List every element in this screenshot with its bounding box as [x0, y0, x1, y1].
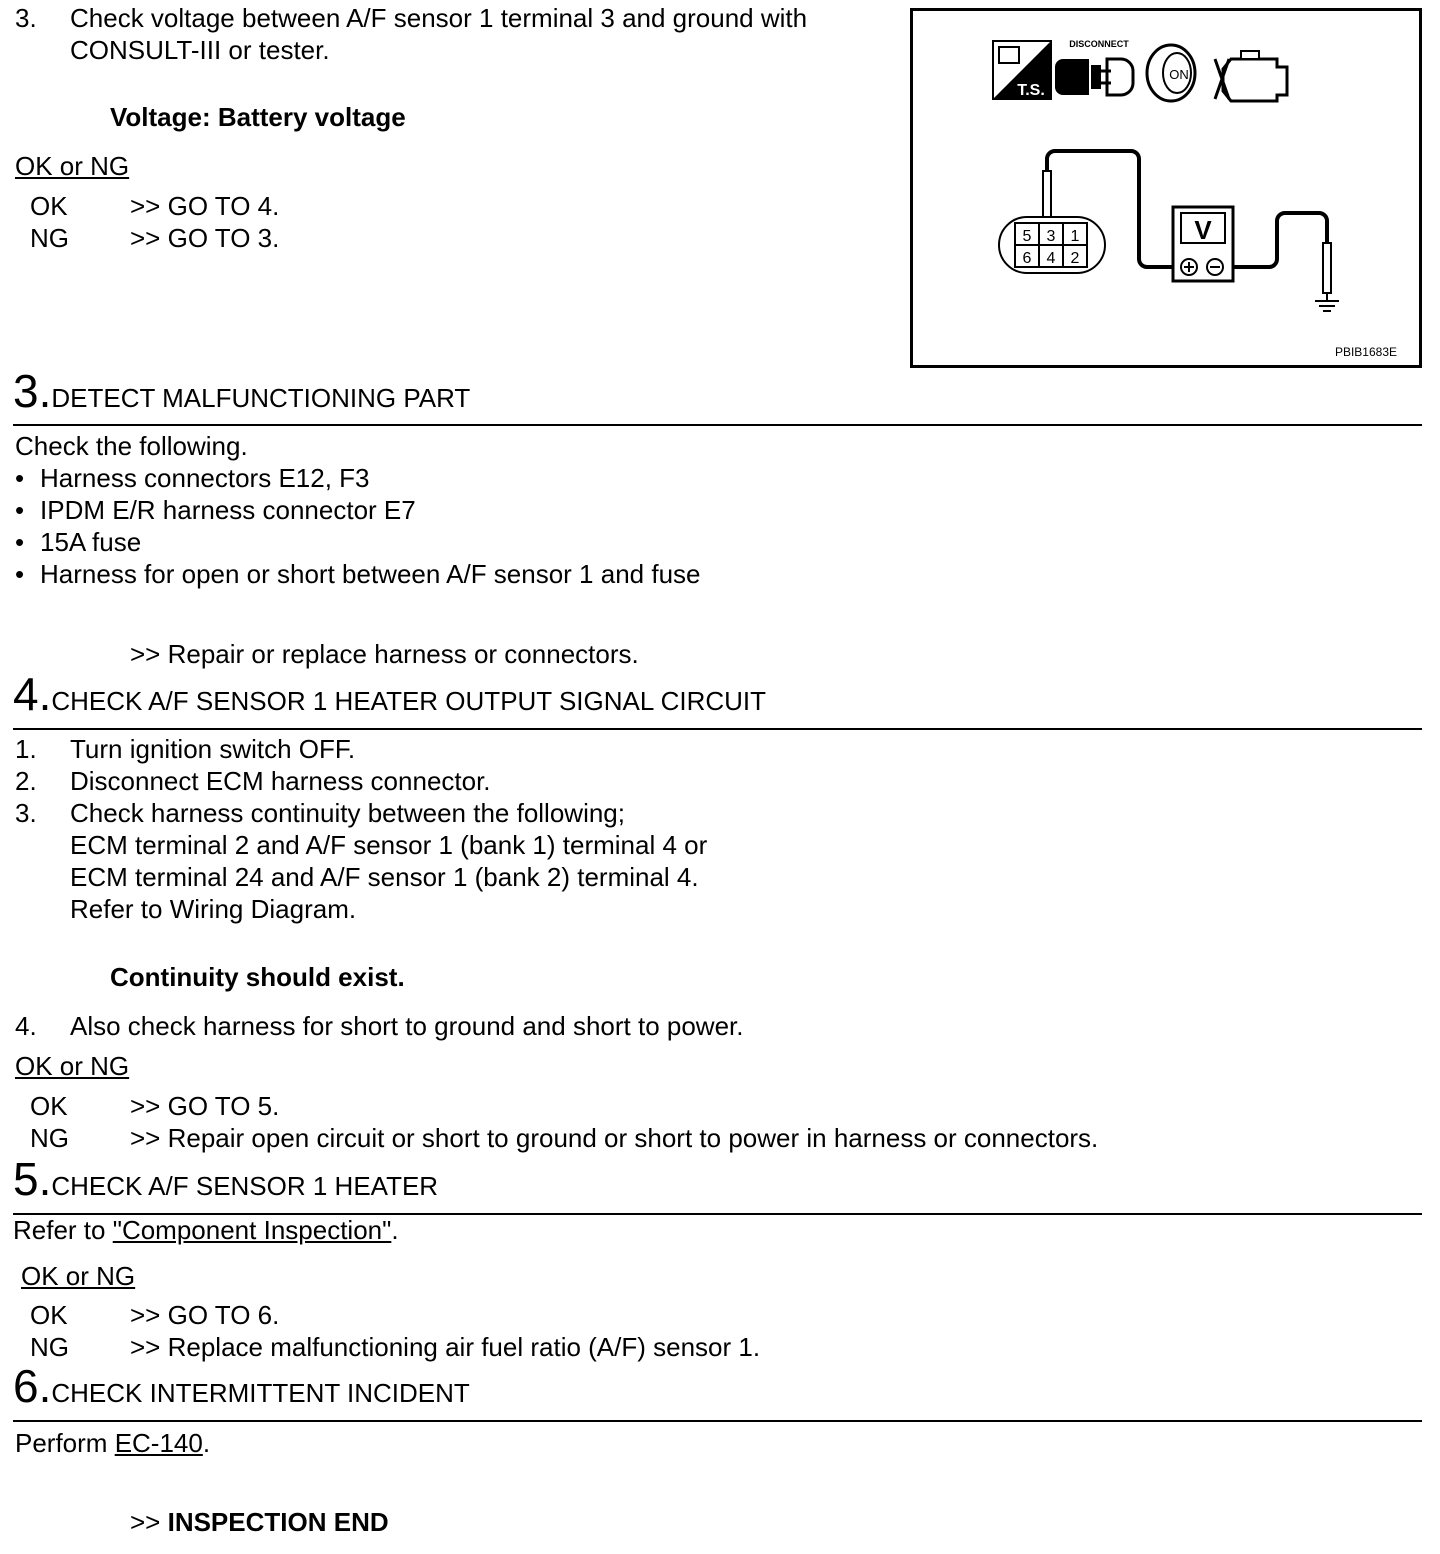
terminal-label: 4 — [1046, 250, 1056, 267]
ng-result: >> Repair open circuit or short to ground or short to power in harness or connectors. — [130, 1123, 1099, 1153]
instruction-text: Refer to Wiring Diagram. — [70, 894, 357, 924]
ng-label: NG — [30, 223, 69, 253]
ec-140-link[interactable]: EC-140 — [114, 1428, 203, 1458]
list-item: Harness connectors E12, F3 — [40, 463, 370, 493]
instruction-text: Check harness continuity between the following; — [70, 798, 625, 828]
ok-label: OK — [30, 1091, 68, 1121]
perform-suffix: . — [202, 1428, 211, 1458]
end-prefix: >> — [130, 1507, 168, 1537]
end-line — [130, 1506, 389, 1538]
ok-ng-heading: OK or NG — [15, 151, 130, 181]
terminal-label: 5 — [1022, 228, 1032, 245]
voltmeter-label: V — [1194, 215, 1212, 245]
ts-icon-label: T.S. — [1017, 82, 1045, 99]
instruction-text: CONSULT-III or tester. — [70, 35, 330, 65]
voltmeter — [1173, 207, 1233, 281]
step-title: CHECK A/F SENSOR 1 HEATER OUTPUT SIGNAL CIRCUIT — [51, 686, 767, 716]
bullet: • — [15, 495, 25, 525]
component-inspection-link[interactable]: "Component Inspection" — [112, 1215, 392, 1245]
item-number: 4. — [15, 1011, 37, 1041]
list-item: IPDM E/R harness connector E7 — [40, 495, 416, 525]
divider — [13, 424, 1422, 426]
instruction-text: ECM terminal 24 and A/F sensor 1 (bank 2) terminal 4. — [70, 862, 699, 892]
refer-prefix: Refer to — [13, 1215, 113, 1245]
wiring-illustration — [913, 11, 1419, 365]
inspection-end-text: INSPECTION END — [167, 1507, 389, 1537]
bullet: • — [15, 559, 25, 589]
perform-prefix: Perform — [15, 1428, 115, 1458]
spec-text: Voltage: Battery voltage — [110, 102, 406, 132]
divider — [13, 728, 1422, 730]
instruction-text: Disconnect ECM harness connector. — [70, 766, 491, 796]
item-number: 1. — [15, 734, 37, 764]
refer-suffix: . — [391, 1215, 399, 1245]
instruction-text: Check voltage between A/F sensor 1 terminal 3 and ground with — [70, 3, 808, 33]
result-text: >> Repair or replace harness or connectors. — [130, 639, 639, 669]
step-number: 6. — [13, 1360, 52, 1412]
terminal-label: 1 — [1070, 228, 1080, 245]
perform-line — [15, 1427, 210, 1459]
voltage-check-figure — [910, 8, 1422, 368]
ok-result: >> GO TO 4. — [130, 191, 280, 221]
ignition-on-icon — [1147, 45, 1195, 101]
instruction-text: ECM terminal 2 and A/F sensor 1 (bank 1) terminal 4 or — [70, 830, 708, 860]
step-number: 4. — [13, 668, 52, 720]
terminal-label: 6 — [1022, 250, 1032, 267]
item-number: 2. — [15, 766, 37, 796]
step-3-heading — [13, 365, 471, 417]
list-item: Harness for open or short between A/F sensor 1 and fuse — [40, 559, 701, 589]
item-number: 3. — [15, 3, 37, 33]
disconnect-connector-icon — [1055, 39, 1133, 95]
step-5-heading — [13, 1153, 439, 1205]
on-label: ON — [1169, 67, 1189, 82]
refer-line — [13, 1214, 399, 1246]
ng-label: NG — [30, 1123, 69, 1153]
step-number: 5. — [13, 1153, 52, 1205]
intro-text: Check the following. — [15, 431, 248, 461]
step-6-heading — [13, 1360, 470, 1412]
spec-text: Continuity should exist. — [110, 962, 405, 992]
ok-result: >> GO TO 5. — [130, 1091, 280, 1121]
divider — [13, 1420, 1422, 1422]
step-title: CHECK A/F SENSOR 1 HEATER — [51, 1171, 439, 1201]
step-4-heading — [13, 668, 767, 720]
step-title: CHECK INTERMITTENT INCIDENT — [51, 1378, 470, 1408]
ok-result: >> GO TO 6. — [130, 1300, 280, 1330]
terminal-label: 2 — [1070, 250, 1080, 267]
af-sensor-connector — [999, 217, 1105, 273]
instruction-text: Turn ignition switch OFF. — [70, 734, 356, 764]
disconnect-label: DISCONNECT — [1069, 39, 1129, 49]
instruction-text: Also check harness for short to ground and short to power. — [70, 1011, 744, 1041]
ng-result: >> GO TO 3. — [130, 223, 280, 253]
figure-code: PBIB1683E — [1334, 345, 1397, 359]
ok-ng-heading: OK or NG — [15, 1051, 130, 1081]
terminal-label: 3 — [1046, 228, 1056, 245]
engine-off-icon — [1215, 51, 1287, 101]
ng-result: >> Replace malfunctioning air fuel ratio (A/F) sensor 1. — [130, 1332, 761, 1362]
ok-label: OK — [30, 191, 68, 221]
item-number: 3. — [15, 798, 37, 828]
step-title: DETECT MALFUNCTIONING PART — [51, 383, 471, 413]
ts-icon — [993, 41, 1051, 99]
ok-ng-heading: OK or NG — [21, 1261, 136, 1291]
list-item: 15A fuse — [40, 527, 142, 557]
bullet: • — [15, 463, 25, 493]
ng-label: NG — [30, 1332, 69, 1362]
bullet: • — [15, 527, 25, 557]
ok-label: OK — [30, 1300, 68, 1330]
step-number: 3. — [13, 365, 52, 417]
